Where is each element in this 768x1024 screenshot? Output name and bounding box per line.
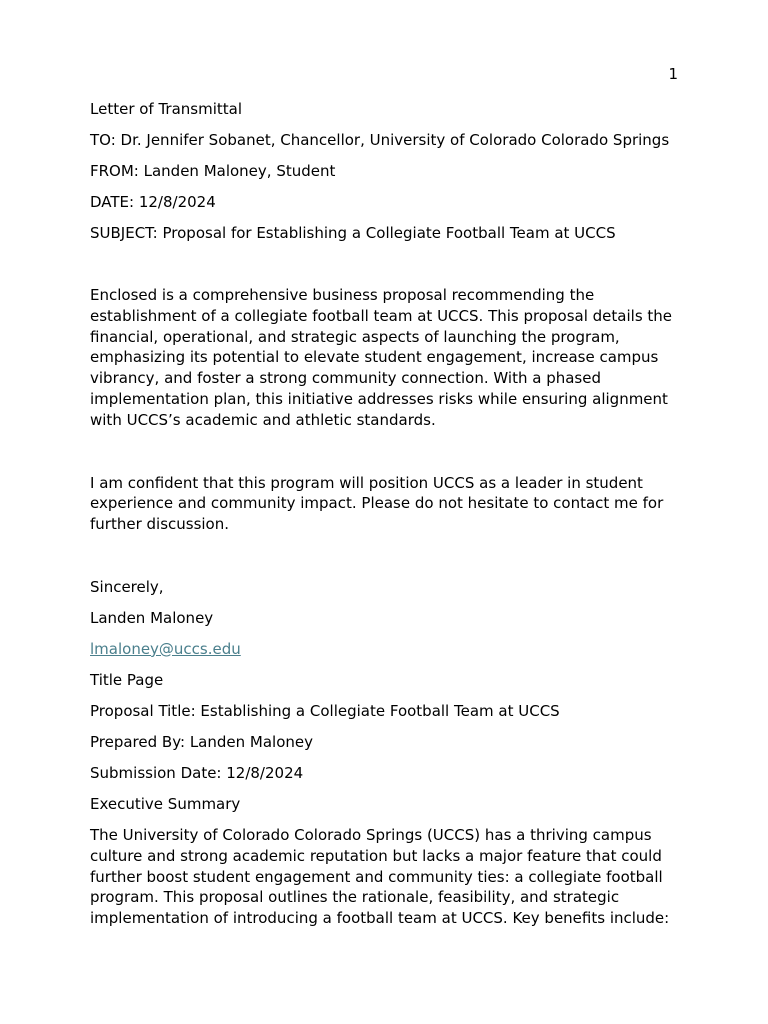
title-page-heading: Title Page — [90, 670, 164, 689]
signature-name: Landen Maloney — [90, 608, 214, 627]
transmittal-heading: Letter of Transmittal — [90, 100, 243, 118]
proposal-title: Proposal Title: Establishing a Collegiate Football Team at UCCS — [90, 701, 560, 720]
transmittal-paragraph-2: I am confident that this program will position UCCS as a leader in student experience and community impact. Please do not hesitate to contact me for further discussion. — [90, 473, 664, 534]
prepared-by: Prepared By: Landen Maloney — [90, 732, 313, 751]
transmittal-from: FROM: Landen Maloney, Student — [90, 162, 336, 180]
email-link-line — [90, 639, 680, 660]
transmittal-paragraph-1: Enclosed is a comprehensive business proposal recommending the establishment of a collegiate football team at UCCS. This proposal details the financial, operational, and strategic aspects of launching the program, emphasizing its potential to elevate student engagement, increase campus vibrancy, and foster a strong community connection. With a phased implementation plan, this initiative addresses risks while ensuring alignment with UCCS’s academic and athletic standards. — [90, 286, 673, 429]
closing: Sincerely, — [90, 577, 164, 596]
email-link[interactable]: lmaloney@uccs.edu — [90, 639, 241, 658]
transmittal-subject: SUBJECT: Proposal for Establishing a Collegiate Football Team at UCCS — [90, 224, 616, 242]
document-body — [90, 99, 680, 929]
spacer — [90, 254, 680, 285]
executive-summary-paragraph: The University of Colorado Colorado Springs (UCCS) has a thriving campus culture and strong academic reputation but lacks a major feature that could further boost student engagement and community ties: a collegiate football program. This proposal outlines the rationale, feasibility, and strategic implementation of introducing a football team at UCCS. Key benefits include: — [90, 825, 670, 928]
spacer — [90, 535, 680, 577]
transmittal-date: DATE: 12/8/2024 — [90, 193, 216, 211]
spacer — [90, 431, 680, 473]
transmittal-to: TO: Dr. Jennifer Sobanet, Chancellor, University of Colorado Colorado Springs — [90, 131, 670, 149]
page-number: 1 — [668, 65, 678, 83]
submission-date: Submission Date: 12/8/2024 — [90, 763, 304, 782]
executive-summary-heading: Executive Summary — [90, 794, 241, 813]
